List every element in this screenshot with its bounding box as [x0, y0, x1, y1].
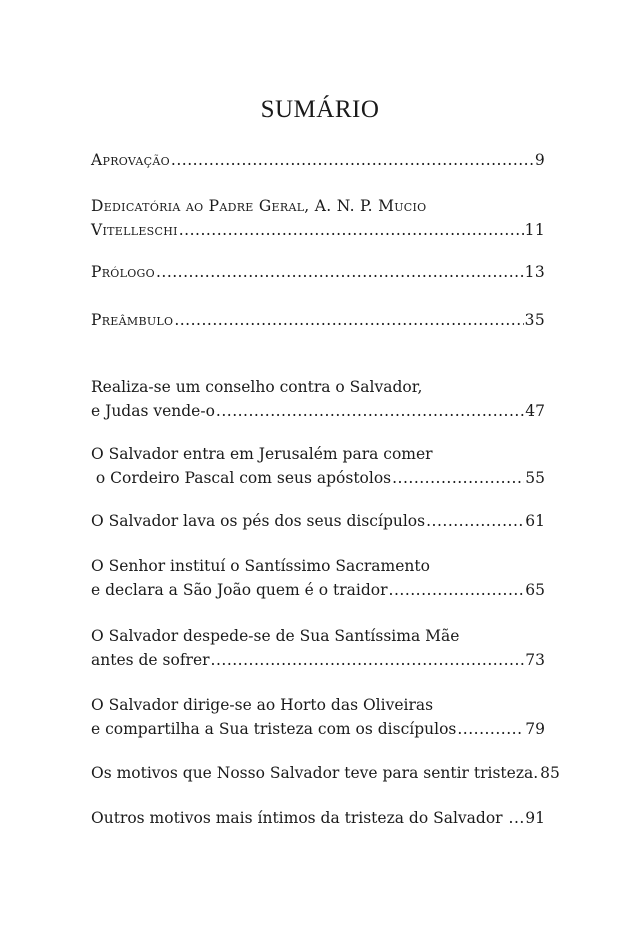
toc-entry-title: Dedicatória ao Padre Geral, A. N. P. Mucio [91, 197, 427, 215]
dot-leader [174, 308, 523, 332]
toc-entry-chapter[interactable] [91, 554, 545, 602]
toc-page-number: 11 [524, 221, 545, 239]
dot-leader [457, 717, 524, 741]
toc-entry-chapter[interactable] [91, 693, 545, 741]
toc-entry-title: O Salvador entra em Jerusalém para comer [91, 445, 433, 463]
toc-entry-dedicatoria[interactable] [91, 194, 545, 242]
page-title: SUMÁRIO [260, 96, 380, 123]
dot-leader [156, 260, 524, 284]
dot-leader [509, 806, 525, 830]
toc-entry-aprovacao[interactable] [91, 148, 545, 172]
toc-entry-title: Realiza-se um conselho contra o Salvador, [91, 378, 423, 396]
toc-page-number: 35 [524, 311, 545, 329]
toc-entry-chapter[interactable] [91, 509, 545, 533]
dot-leader [179, 218, 524, 242]
toc-entry-title: O Salvador despede-se de Sua Santíssima Mãe [91, 627, 460, 645]
toc-page-number: 73 [525, 651, 545, 669]
toc-page-number: 61 [525, 512, 545, 530]
toc-entry-title: O Salvador dirige-se ao Horto das Oliveiras [91, 696, 434, 714]
dot-leader [216, 399, 524, 423]
toc-entry-title-cont: e declara a São João quem é o traidor [91, 581, 388, 599]
toc-entry-title: Os motivos que Nosso Salvador teve para sentir tristeza. [91, 764, 539, 782]
toc-entry-title: Prólogo [91, 263, 155, 281]
toc-entry-title-cont: Vitelleschi [91, 221, 178, 239]
toc-entry-title: Aprovação [91, 151, 170, 169]
toc-entry-title: Preâmbulo [91, 311, 174, 329]
toc-entry-chapter[interactable] [91, 806, 545, 830]
dot-leader [211, 648, 525, 672]
toc-entry-title-cont: e compartilha a Sua tristeza com os discípulos [91, 720, 457, 738]
toc-page-number: 47 [525, 402, 545, 420]
toc-page-number: 13 [524, 263, 545, 281]
dot-leader [171, 148, 534, 172]
dot-leader [392, 466, 524, 490]
toc-page-number: 85 [540, 764, 560, 782]
toc-entry-chapter[interactable] [91, 761, 560, 785]
toc-entry-prologo[interactable] [91, 260, 545, 284]
toc-entry-title: O Salvador lava os pés dos seus discípulos [91, 512, 426, 530]
toc-entry-chapter[interactable] [91, 442, 545, 490]
dot-leader [389, 578, 525, 602]
toc-entry-title-cont: o Cordeiro Pascal com seus apóstolos [91, 469, 392, 487]
toc-page-number: 91 [525, 809, 545, 827]
toc-entry-chapter[interactable] [91, 624, 545, 672]
toc-page-number: 9 [534, 151, 545, 169]
toc-entry-preambulo[interactable] [91, 308, 545, 332]
toc-entry-title: Outros motivos mais íntimos da tristeza do Salvador [91, 809, 508, 827]
toc-entry-title-cont: e Judas vende-o [91, 402, 215, 420]
toc-page-number: 55 [525, 469, 545, 487]
dot-leader [426, 509, 524, 533]
toc-entry-chapter[interactable] [91, 375, 545, 423]
toc-entry-title: O Senhor instituí o Santíssimo Sacramento [91, 557, 430, 575]
toc-entry-title-cont: antes de sofrer [91, 651, 210, 669]
toc-page-number: 65 [525, 581, 545, 599]
toc-page-number: 79 [525, 720, 545, 738]
